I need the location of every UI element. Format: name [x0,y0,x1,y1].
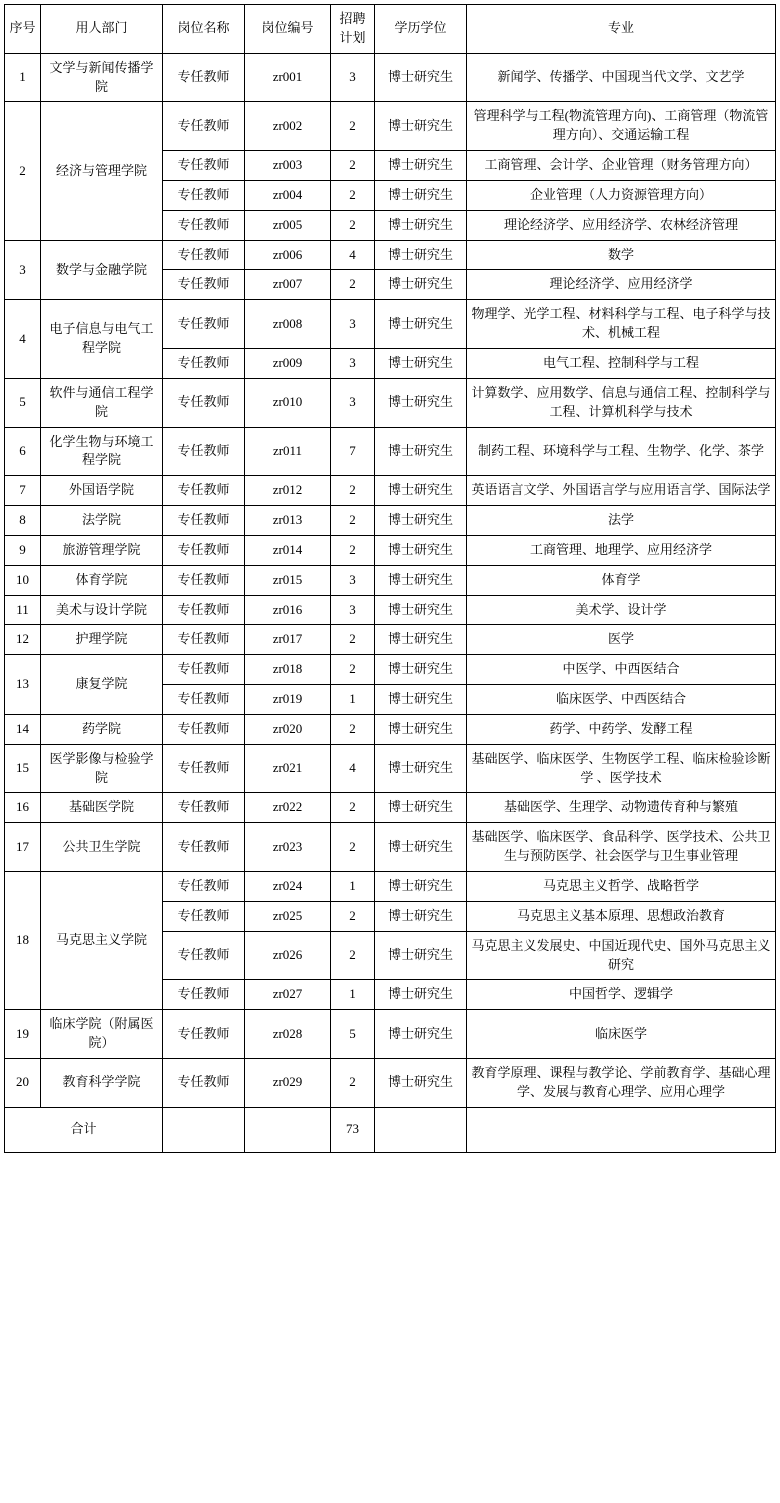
cell-seq: 9 [5,535,41,565]
cell-department: 文学与新闻传播学院 [41,53,163,102]
cell-post-name: 专任教师 [163,931,245,980]
cell-degree: 博士研究生 [375,625,467,655]
cell-degree: 博士研究生 [375,685,467,715]
cell-degree: 博士研究生 [375,901,467,931]
cell-post-name: 专任教师 [163,180,245,210]
cell-major: 法学 [467,506,776,536]
cell-major: 药学、中药学、发酵工程 [467,714,776,744]
cell-plan-count: 2 [331,151,375,181]
cell-seq: 20 [5,1058,41,1107]
cell-post-code: zr022 [245,793,331,823]
table-row [5,1010,776,1059]
cell-post-code: zr029 [245,1058,331,1107]
cell-plan-count: 2 [331,714,375,744]
cell-post-name: 专任教师 [163,210,245,240]
cell-seq: 13 [5,655,41,715]
cell-post-code: zr001 [245,53,331,102]
cell-plan-count: 2 [331,506,375,536]
cell-post-name: 专任教师 [163,685,245,715]
cell-post-code: zr019 [245,685,331,715]
header-dept: 用人部门 [41,5,163,54]
cell-degree: 博士研究生 [375,180,467,210]
table-row [5,476,776,506]
cell-plan-count: 3 [331,348,375,378]
cell-plan-count: 2 [331,901,375,931]
cell-degree: 博士研究生 [375,151,467,181]
cell-department: 教育科学学院 [41,1058,163,1107]
cell-post-name: 专任教师 [163,714,245,744]
cell-major: 理论经济学、应用经济学、农林经济管理 [467,210,776,240]
cell-seq: 11 [5,595,41,625]
table-body [5,53,776,1152]
table-row [5,744,776,793]
cell-post-code: zr018 [245,655,331,685]
cell-post-name: 专任教师 [163,151,245,181]
cell-post-code: zr025 [245,901,331,931]
table-row [5,823,776,872]
cell-post-code: zr020 [245,714,331,744]
cell-post-name: 专任教师 [163,270,245,300]
cell-seq: 7 [5,476,41,506]
cell-major: 基础医学、临床医学、生物医学工程、临床检验诊断学 、医学技术 [467,744,776,793]
cell-department: 体育学院 [41,565,163,595]
cell-plan-count: 3 [331,53,375,102]
cell-degree: 博士研究生 [375,300,467,349]
cell-major: 马克思主义发展史、中国近现代史、国外马克思主义研究 [467,931,776,980]
cell-major: 英语语言文学、外国语言学与应用语言学、国际法学 [467,476,776,506]
cell-post-code: zr004 [245,180,331,210]
total-label: 合计 [5,1107,163,1152]
cell-seq: 8 [5,506,41,536]
cell-major: 工商管理、地理学、应用经济学 [467,535,776,565]
cell-post-name: 专任教师 [163,1010,245,1059]
cell-degree: 博士研究生 [375,427,467,476]
header-code: 岗位编号 [245,5,331,54]
recruitment-plan-table [4,4,776,1153]
table-row [5,1058,776,1107]
cell-degree: 博士研究生 [375,744,467,793]
cell-degree: 博士研究生 [375,872,467,902]
cell-post-code: zr016 [245,595,331,625]
cell-post-code: zr014 [245,535,331,565]
header-degree: 学历学位 [375,5,467,54]
table-row [5,714,776,744]
cell-post-code: zr021 [245,744,331,793]
cell-plan-count: 4 [331,240,375,270]
cell-post-name: 专任教师 [163,427,245,476]
cell-plan-count: 2 [331,823,375,872]
header-plan: 招聘计划 [331,5,375,54]
cell-degree: 博士研究生 [375,1058,467,1107]
cell-post-code: zr026 [245,931,331,980]
cell-degree: 博士研究生 [375,655,467,685]
cell-seq: 18 [5,872,41,1010]
cell-seq: 10 [5,565,41,595]
cell-major: 电气工程、控制科学与工程 [467,348,776,378]
cell-degree: 博士研究生 [375,506,467,536]
table-row [5,655,776,685]
cell-plan-count: 2 [331,102,375,151]
cell-major: 计算数学、应用数学、信息与通信工程、控制科学与工程、计算机科学与技术 [467,378,776,427]
cell-major: 美术学、设计学 [467,595,776,625]
cell-degree: 博士研究生 [375,595,467,625]
cell-post-code: zr017 [245,625,331,655]
table-row [5,872,776,902]
cell-major: 管理科学与工程(物流管理方向)、工商管理（物流管理方向）、交通运输工程 [467,102,776,151]
cell-plan-count: 2 [331,793,375,823]
table-row [5,535,776,565]
cell-post-name: 专任教师 [163,901,245,931]
cell-degree: 博士研究生 [375,823,467,872]
cell-post-code: zr028 [245,1010,331,1059]
cell-seq: 1 [5,53,41,102]
cell-post-name: 专任教师 [163,625,245,655]
cell-department: 电子信息与电气工程学院 [41,300,163,379]
cell-seq: 12 [5,625,41,655]
cell-seq: 16 [5,793,41,823]
cell-major: 马克思主义哲学、战略哲学 [467,872,776,902]
cell-degree: 博士研究生 [375,378,467,427]
cell-post-name: 专任教师 [163,793,245,823]
cell-department: 外国语学院 [41,476,163,506]
cell-department: 旅游管理学院 [41,535,163,565]
cell-department: 经济与管理学院 [41,102,163,240]
cell-plan-count: 3 [331,565,375,595]
table-row [5,595,776,625]
cell-post-code: zr012 [245,476,331,506]
cell-post-name: 专任教师 [163,872,245,902]
cell-post-code: zr007 [245,270,331,300]
cell-degree: 博士研究生 [375,980,467,1010]
cell-major: 理论经济学、应用经济学 [467,270,776,300]
cell-post-code: zr006 [245,240,331,270]
cell-plan-count: 3 [331,595,375,625]
cell-plan-count: 2 [331,270,375,300]
cell-major: 新闻学、传播学、中国现当代文学、文艺学 [467,53,776,102]
header-post: 岗位名称 [163,5,245,54]
cell-plan-count: 4 [331,744,375,793]
table-row [5,300,776,349]
total-plan-count: 73 [331,1107,375,1152]
cell-department: 美术与设计学院 [41,595,163,625]
cell-post-name: 专任教师 [163,823,245,872]
total-degree [375,1107,467,1152]
cell-degree: 博士研究生 [375,931,467,980]
cell-plan-count: 1 [331,685,375,715]
header-row [5,5,776,54]
cell-degree: 博士研究生 [375,714,467,744]
cell-degree: 博士研究生 [375,1010,467,1059]
cell-post-name: 专任教师 [163,744,245,793]
cell-degree: 博士研究生 [375,102,467,151]
cell-seq: 5 [5,378,41,427]
cell-major: 工商管理、会计学、企业管理（财务管理方向） [467,151,776,181]
cell-major: 中医学、中西医结合 [467,655,776,685]
cell-post-code: zr010 [245,378,331,427]
table-row [5,506,776,536]
cell-post-name: 专任教师 [163,980,245,1010]
cell-post-code: zr011 [245,427,331,476]
cell-degree: 博士研究生 [375,535,467,565]
cell-seq: 3 [5,240,41,300]
cell-major: 教育学原理、课程与教学论、学前教育学、基础心理学、发展与教育心理学、应用心理学 [467,1058,776,1107]
cell-seq: 17 [5,823,41,872]
cell-degree: 博士研究生 [375,793,467,823]
cell-plan-count: 2 [331,535,375,565]
table-row [5,102,776,151]
cell-department: 药学院 [41,714,163,744]
cell-plan-count: 3 [331,300,375,349]
cell-post-name: 专任教师 [163,102,245,151]
cell-department: 基础医学院 [41,793,163,823]
cell-post-name: 专任教师 [163,1058,245,1107]
cell-post-code: zr003 [245,151,331,181]
cell-degree: 博士研究生 [375,565,467,595]
header-seq: 序号 [5,5,41,54]
cell-plan-count: 1 [331,872,375,902]
cell-plan-count: 2 [331,931,375,980]
cell-major: 医学 [467,625,776,655]
cell-post-name: 专任教师 [163,240,245,270]
header-major: 专业 [467,5,776,54]
cell-seq: 6 [5,427,41,476]
table-row [5,427,776,476]
cell-department: 临床学院（附属医院） [41,1010,163,1059]
cell-department: 化学生物与环境工程学院 [41,427,163,476]
cell-major: 临床医学 [467,1010,776,1059]
cell-seq: 15 [5,744,41,793]
cell-degree: 博士研究生 [375,348,467,378]
cell-major: 物理学、光学工程、材料科学与工程、电子科学与技术、机械工程 [467,300,776,349]
cell-post-name: 专任教师 [163,506,245,536]
cell-degree: 博士研究生 [375,270,467,300]
cell-post-name: 专任教师 [163,300,245,349]
cell-post-name: 专任教师 [163,53,245,102]
cell-major: 数学 [467,240,776,270]
cell-major: 体育学 [467,565,776,595]
cell-post-code: zr023 [245,823,331,872]
table-row [5,378,776,427]
cell-department: 康复学院 [41,655,163,715]
cell-degree: 博士研究生 [375,240,467,270]
cell-degree: 博士研究生 [375,53,467,102]
table-header [5,5,776,54]
table-row [5,625,776,655]
cell-seq: 2 [5,102,41,240]
total-major [467,1107,776,1152]
cell-plan-count: 2 [331,655,375,685]
cell-post-code: zr013 [245,506,331,536]
cell-major: 基础医学、生理学、动物遗传育种与繁殖 [467,793,776,823]
cell-major: 马克思主义基本原理、思想政治教育 [467,901,776,931]
cell-post-name: 专任教师 [163,655,245,685]
cell-department: 公共卫生学院 [41,823,163,872]
cell-major: 基础医学、临床医学、食品科学、医学技术、公共卫生与预防医学、社会医学与卫生事业管理 [467,823,776,872]
cell-major: 临床医学、中西医结合 [467,685,776,715]
table-row [5,793,776,823]
cell-seq: 4 [5,300,41,379]
cell-post-name: 专任教师 [163,565,245,595]
cell-degree: 博士研究生 [375,476,467,506]
cell-degree: 博士研究生 [375,210,467,240]
cell-department: 法学院 [41,506,163,536]
cell-plan-count: 7 [331,427,375,476]
cell-post-code: zr008 [245,300,331,349]
cell-post-name: 专任教师 [163,348,245,378]
cell-department: 护理学院 [41,625,163,655]
cell-post-code: zr024 [245,872,331,902]
table-row [5,53,776,102]
total-row [5,1107,776,1152]
cell-seq: 14 [5,714,41,744]
cell-plan-count: 5 [331,1010,375,1059]
cell-post-code: zr002 [245,102,331,151]
cell-plan-count: 3 [331,378,375,427]
cell-plan-count: 1 [331,980,375,1010]
total-code [245,1107,331,1152]
cell-post-name: 专任教师 [163,476,245,506]
total-post [163,1107,245,1152]
cell-plan-count: 2 [331,625,375,655]
cell-post-code: zr015 [245,565,331,595]
cell-department: 数学与金融学院 [41,240,163,300]
cell-post-code: zr027 [245,980,331,1010]
cell-department: 马克思主义学院 [41,872,163,1010]
cell-major: 企业管理（人力资源管理方向） [467,180,776,210]
table-row [5,565,776,595]
table-row [5,240,776,270]
cell-post-code: zr009 [245,348,331,378]
cell-major: 制药工程、环境科学与工程、生物学、化学、茶学 [467,427,776,476]
cell-department: 软件与通信工程学院 [41,378,163,427]
cell-post-name: 专任教师 [163,535,245,565]
cell-post-name: 专任教师 [163,595,245,625]
cell-seq: 19 [5,1010,41,1059]
cell-post-name: 专任教师 [163,378,245,427]
cell-plan-count: 2 [331,476,375,506]
cell-department: 医学影像与检验学院 [41,744,163,793]
cell-plan-count: 2 [331,1058,375,1107]
cell-post-code: zr005 [245,210,331,240]
cell-plan-count: 2 [331,210,375,240]
cell-plan-count: 2 [331,180,375,210]
cell-major: 中国哲学、逻辑学 [467,980,776,1010]
